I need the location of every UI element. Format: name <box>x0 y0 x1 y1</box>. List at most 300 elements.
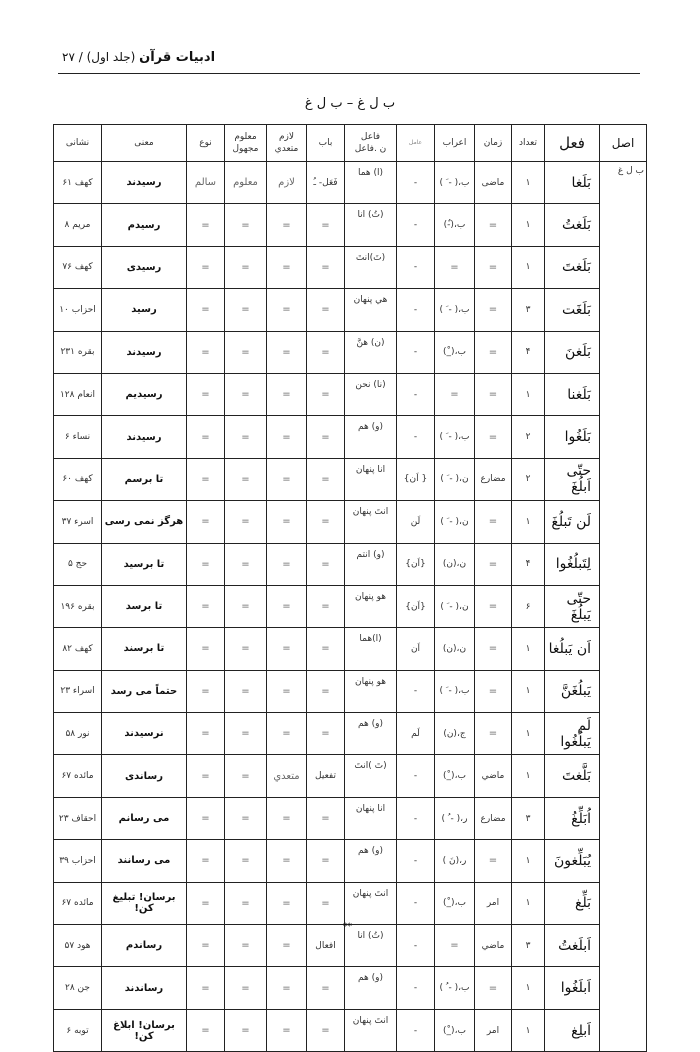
table-row <box>54 458 647 500</box>
verb-cell: بَلَغُوا <box>545 416 600 458</box>
table-row <box>54 331 647 373</box>
reference-cell: انعام ۱۲۸ <box>54 373 102 415</box>
transitivity-cell: = <box>267 289 307 331</box>
governor-cell: - <box>397 840 435 882</box>
table-row <box>54 373 647 415</box>
conjugation-table <box>53 124 647 1052</box>
subject-cell: (تَ )انتَ <box>345 755 397 797</box>
voice-cell: = <box>225 628 267 670</box>
col-asl: اصل <box>600 125 647 162</box>
inflection-cell: ب،(_ْ) <box>435 1009 475 1051</box>
meaning-cell: برسان! ابلاغ کن! <box>102 1009 187 1051</box>
subject-cell: (و) هم <box>345 840 397 882</box>
page-number: / ۲۷ <box>62 50 83 64</box>
table-row <box>54 204 647 246</box>
reference-cell: مریم ۸ <box>54 204 102 246</box>
inflection-cell: ب،(-ٌ) <box>435 204 475 246</box>
reference-cell: احقاف ۲۳ <box>54 797 102 839</box>
majhool-label: مجهول <box>232 144 259 154</box>
maloom-label: معلوم <box>234 132 257 142</box>
meaning-cell: رساندی <box>102 755 187 797</box>
pattern-cell: = <box>307 1009 345 1051</box>
type-cell: = <box>187 840 225 882</box>
transitivity-cell: = <box>267 246 307 288</box>
meaning-cell: تا برسد <box>102 585 187 627</box>
subject-cell: (و) هم <box>345 967 397 1009</box>
voice-cell: = <box>225 755 267 797</box>
governor-cell: - <box>397 416 435 458</box>
pattern-cell: = <box>307 543 345 585</box>
reference-cell: توبه ۶ <box>54 1009 102 1051</box>
voice-cell: = <box>225 882 267 924</box>
table-row <box>54 670 647 712</box>
table-row <box>54 501 647 543</box>
governor-cell: - <box>397 331 435 373</box>
running-head <box>62 50 215 65</box>
col-maloom <box>225 125 267 162</box>
pattern-cell: = <box>307 670 345 712</box>
voice-cell: = <box>225 585 267 627</box>
verb-cell: حتّی اَبلُغَ <box>545 458 600 500</box>
meaning-cell: رسیدند <box>102 416 187 458</box>
meaning-cell: می رسانند <box>102 840 187 882</box>
voice-cell: = <box>225 670 267 712</box>
table-body <box>54 162 647 1052</box>
tense-cell: امر <box>475 882 512 924</box>
pattern-cell: = <box>307 331 345 373</box>
col-fel: فعل <box>545 125 600 162</box>
type-cell: = <box>187 246 225 288</box>
subject-cell: انتَ پنهان <box>345 501 397 543</box>
voice-cell: = <box>225 925 267 967</box>
verb-cell: بَلَّغتَ <box>545 755 600 797</box>
verb-cell: بَلَغنا <box>545 373 600 415</box>
meaning-cell: رسیدی <box>102 246 187 288</box>
count-cell: ١ <box>512 1009 545 1051</box>
governor-cell: { اَن} <box>397 458 435 500</box>
meaning-cell: رسیدند <box>102 162 187 204</box>
reference-cell: کهف ۸۲ <box>54 628 102 670</box>
subject-cell: هي پنهان <box>345 289 397 331</box>
reference-cell: حج ۵ <box>54 543 102 585</box>
tense-cell: ماضي <box>475 925 512 967</box>
meaning-cell: رسیدم <box>102 204 187 246</box>
fael-label: فاعل <box>360 132 381 142</box>
pattern-cell: افعال <box>307 925 345 967</box>
tense-cell: = <box>475 713 512 755</box>
type-cell: = <box>187 373 225 415</box>
governor-cell: - <box>397 925 435 967</box>
pattern-cell: = <box>307 416 345 458</box>
voice-cell: = <box>225 373 267 415</box>
page-title: ب ل غ – ب ل غ <box>304 96 396 111</box>
governor-cell: - <box>397 289 435 331</box>
verb-cell: لِتَبلُغُوا <box>545 543 600 585</box>
inflection-cell: ن،( - َ ) <box>435 585 475 627</box>
count-cell: ۶ <box>512 585 545 627</box>
meaning-cell: هرگز نمی رسی <box>102 501 187 543</box>
meaning-cell: نرسیدند <box>102 713 187 755</box>
governor-cell: - <box>397 204 435 246</box>
table-row <box>54 289 647 331</box>
inflection-cell: = <box>435 246 475 288</box>
governor-cell: - <box>397 1009 435 1051</box>
naeb-fael-label: ن .فاعل <box>354 144 387 154</box>
table-row <box>54 246 647 288</box>
transitivity-cell: = <box>267 501 307 543</box>
tense-cell: مضارع <box>475 797 512 839</box>
inflection-cell: ن،(ن) <box>435 628 475 670</box>
count-cell: ١ <box>512 373 545 415</box>
inflection-cell: ب،(_ْ) <box>435 331 475 373</box>
transitivity-cell: متعدي <box>267 755 307 797</box>
table-row <box>54 967 647 1009</box>
tense-cell: = <box>475 840 512 882</box>
subject-cell: (تُ) انا <box>345 925 397 967</box>
pattern-cell: = <box>307 246 345 288</box>
count-cell: ١ <box>512 501 545 543</box>
voice-cell: = <box>225 416 267 458</box>
table-row <box>54 162 647 204</box>
motaadi-label: متعدي <box>274 144 299 154</box>
voice-cell: = <box>225 246 267 288</box>
inflection-cell: ب،( - َ ) <box>435 416 475 458</box>
type-cell: = <box>187 1009 225 1051</box>
col-zaman: زمان <box>475 125 512 162</box>
subject-cell: هو پنهان <box>345 585 397 627</box>
type-cell: = <box>187 797 225 839</box>
tense-cell: = <box>475 967 512 1009</box>
voice-cell: = <box>225 1009 267 1051</box>
reference-cell: نور ۵۸ <box>54 713 102 755</box>
type-cell: = <box>187 882 225 924</box>
inflection-cell: ن،(ن) <box>435 543 475 585</box>
subject-cell: (ن) هنَّ <box>345 331 397 373</box>
governor-cell: - <box>397 162 435 204</box>
meaning-cell: رساندم <box>102 925 187 967</box>
verb-cell: اَبلَغُوا <box>545 967 600 1009</box>
transitivity-cell: = <box>267 840 307 882</box>
type-cell: = <box>187 501 225 543</box>
transitivity-cell: = <box>267 670 307 712</box>
tense-cell: ماضی <box>475 162 512 204</box>
subject-cell: (ا)هما <box>345 628 397 670</box>
count-cell: ١ <box>512 882 545 924</box>
root-cell: ب ل غ <box>600 162 647 1052</box>
count-cell: ١ <box>512 755 545 797</box>
governor-cell: لَم <box>397 713 435 755</box>
inflection-cell: ر،( - ُ ) <box>435 797 475 839</box>
count-cell: ١ <box>512 204 545 246</box>
inflection-cell: ب،( - ُ ) <box>435 967 475 1009</box>
governor-cell: اَن <box>397 628 435 670</box>
reference-cell: هود ۵۷ <box>54 925 102 967</box>
table-row <box>54 713 647 755</box>
voice-cell: = <box>225 840 267 882</box>
voice-cell: = <box>225 458 267 500</box>
transitivity-cell: = <box>267 628 307 670</box>
voice-cell: = <box>225 289 267 331</box>
verb-cell: اُبَلِّغُ <box>545 797 600 839</box>
pattern-cell: = <box>307 797 345 839</box>
count-cell: ١ <box>512 713 545 755</box>
header-rule <box>58 73 640 74</box>
tense-cell: = <box>475 204 512 246</box>
voice-cell: معلوم <box>225 162 267 204</box>
type-cell: = <box>187 670 225 712</box>
reference-cell: احزاب ۳۹ <box>54 840 102 882</box>
reference-cell: کهف ۷۶ <box>54 246 102 288</box>
inflection-cell: ب،( - َ ) <box>435 670 475 712</box>
tense-cell: = <box>475 670 512 712</box>
col-neshani: نشانی <box>54 125 102 162</box>
governor-cell: - <box>397 797 435 839</box>
subject-cell: هو پنهان <box>345 670 397 712</box>
voice-cell: = <box>225 543 267 585</box>
inflection-cell: ب،( - َ ) <box>435 162 475 204</box>
col-noe: نوع <box>187 125 225 162</box>
type-cell: = <box>187 713 225 755</box>
volume-label: (جلد اول) <box>86 50 136 64</box>
count-cell: ١ <box>512 967 545 1009</box>
reference-cell: اسرء ۳۷ <box>54 501 102 543</box>
transitivity-cell: = <box>267 585 307 627</box>
meaning-cell: تا برسم <box>102 458 187 500</box>
col-erab: اعراب <box>435 125 475 162</box>
col-lazem <box>267 125 307 162</box>
verb-cell: بَلَغَت <box>545 289 600 331</box>
subject-cell: (تُ) انا <box>345 204 397 246</box>
type-cell: = <box>187 458 225 500</box>
type-cell: = <box>187 585 225 627</box>
col-fael <box>345 125 397 162</box>
inflection-cell: ب،(_ْ) <box>435 882 475 924</box>
col-bab: باب <box>307 125 345 162</box>
reference-cell: مائده ۶۷ <box>54 755 102 797</box>
pattern-cell: تفعيل <box>307 755 345 797</box>
meaning-cell: رساندند <box>102 967 187 1009</box>
table-row <box>54 543 647 585</box>
transitivity-cell: = <box>267 967 307 1009</box>
reference-cell: بقره ۲۳۱ <box>54 331 102 373</box>
governor-cell: - <box>397 373 435 415</box>
tense-cell: = <box>475 628 512 670</box>
type-cell: = <box>187 967 225 1009</box>
verb-cell: بَلَغا <box>545 162 600 204</box>
verb-cell: اَبلِغ <box>545 1009 600 1051</box>
pattern-cell: = <box>307 967 345 1009</box>
verb-cell: اَن يَبلُغا <box>545 628 600 670</box>
meaning-cell: می رسانم <box>102 797 187 839</box>
voice-cell: = <box>225 713 267 755</box>
table-header-row <box>54 125 647 162</box>
tense-cell: = <box>475 501 512 543</box>
count-cell: ٢ <box>512 416 545 458</box>
subject-cell: انا پنهان <box>345 458 397 500</box>
voice-cell: = <box>225 797 267 839</box>
governor-cell: - <box>397 246 435 288</box>
pattern-cell: فَعَل- ـُ <box>307 162 345 204</box>
tense-cell: = <box>475 543 512 585</box>
count-cell: ١ <box>512 840 545 882</box>
governor-cell: - <box>397 967 435 1009</box>
governor-cell: - <box>397 882 435 924</box>
table-row <box>54 585 647 627</box>
count-cell: ۴ <box>512 543 545 585</box>
pattern-cell: = <box>307 289 345 331</box>
subject-cell: انا پنهان <box>345 797 397 839</box>
governor-cell: {اَن} <box>397 543 435 585</box>
verb-cell: بَلَغتُ <box>545 204 600 246</box>
table-row <box>54 755 647 797</box>
governor-cell: لَن <box>397 501 435 543</box>
type-cell: = <box>187 628 225 670</box>
meaning-cell: حتماً می رسد <box>102 670 187 712</box>
subject-cell: (تَ)انتَ <box>345 246 397 288</box>
inflection-cell: = <box>435 373 475 415</box>
book-title: ادبیات قرآن <box>139 50 216 65</box>
tense-cell: = <box>475 585 512 627</box>
transitivity-cell: لازم <box>267 162 307 204</box>
type-cell: سالم <box>187 162 225 204</box>
inflection-cell: ب،(_ْ) <box>435 755 475 797</box>
verb-cell: بَلَغتَ <box>545 246 600 288</box>
subject-cell: (و) هم <box>345 713 397 755</box>
pattern-cell: = <box>307 713 345 755</box>
subject-cell: (و) انتم <box>345 543 397 585</box>
tense-cell: = <box>475 373 512 415</box>
voice-cell: = <box>225 204 267 246</box>
inflection-cell: = <box>435 925 475 967</box>
count-cell: ٣ <box>512 797 545 839</box>
footer-mark: ** <box>343 922 352 932</box>
count-cell: ٣ <box>512 925 545 967</box>
inflection-cell: ر،(نَ ) <box>435 840 475 882</box>
pattern-cell: = <box>307 585 345 627</box>
transitivity-cell: = <box>267 925 307 967</box>
table-row <box>54 882 647 924</box>
tense-cell: = <box>475 246 512 288</box>
meaning-cell: برسان! تبلیغ کن! <box>102 882 187 924</box>
transitivity-cell: = <box>267 797 307 839</box>
inflection-cell: ب،( - َ ) <box>435 289 475 331</box>
verb-cell: بَلَغنَ <box>545 331 600 373</box>
governor-cell: {اَن} <box>397 585 435 627</box>
transitivity-cell: = <box>267 204 307 246</box>
pattern-cell: = <box>307 458 345 500</box>
inflection-cell: ن،( - َ ) <box>435 501 475 543</box>
verb-cell: لَن تَبلُغَ <box>545 501 600 543</box>
verb-cell: يُبَلِّغونَ <box>545 840 600 882</box>
pattern-cell: = <box>307 501 345 543</box>
meaning-cell: تا برسند <box>102 628 187 670</box>
count-cell: ١ <box>512 246 545 288</box>
reference-cell: احزاب ۱۰ <box>54 289 102 331</box>
voice-cell: = <box>225 501 267 543</box>
transitivity-cell: = <box>267 458 307 500</box>
tense-cell: ماضي <box>475 755 512 797</box>
lazem-label: لازم <box>278 132 295 142</box>
type-cell: = <box>187 331 225 373</box>
subject-cell: انتَ پنهان <box>345 1009 397 1051</box>
count-cell: ٣ <box>512 289 545 331</box>
tense-cell: امر <box>475 1009 512 1051</box>
pattern-cell: = <box>307 373 345 415</box>
reference-cell: کهف ۶۱ <box>54 162 102 204</box>
voice-cell: = <box>225 967 267 1009</box>
type-cell: = <box>187 289 225 331</box>
type-cell: = <box>187 543 225 585</box>
verb-cell: بَلِّغ <box>545 882 600 924</box>
verb-cell: اَبلَغتُ <box>545 925 600 967</box>
meaning-cell: رسیدیم <box>102 373 187 415</box>
table-row <box>54 1009 647 1051</box>
tense-cell: = <box>475 331 512 373</box>
transitivity-cell: = <box>267 543 307 585</box>
reference-cell: کهف ۶۰ <box>54 458 102 500</box>
type-cell: = <box>187 755 225 797</box>
inflection-cell: ج،(ن) <box>435 713 475 755</box>
type-cell: = <box>187 204 225 246</box>
transitivity-cell: = <box>267 416 307 458</box>
meaning-cell: رسیدند <box>102 331 187 373</box>
meaning-cell: رسید <box>102 289 187 331</box>
transitivity-cell: = <box>267 373 307 415</box>
reference-cell: جن ۲۸ <box>54 967 102 1009</box>
subject-cell: (و) هم <box>345 416 397 458</box>
tense-cell: = <box>475 416 512 458</box>
verb-cell: لَم يَبلُغُوا <box>545 713 600 755</box>
reference-cell: اسراء ۲۳ <box>54 670 102 712</box>
count-cell: ١ <box>512 670 545 712</box>
reference-cell: مائده ۶۷ <box>54 882 102 924</box>
count-cell: ١ <box>512 162 545 204</box>
table-row <box>54 628 647 670</box>
governor-cell: - <box>397 670 435 712</box>
transitivity-cell: = <box>267 882 307 924</box>
count-cell: ۴ <box>512 331 545 373</box>
col-count: تعداد <box>512 125 545 162</box>
reference-cell: نساء ۶ <box>54 416 102 458</box>
subject-cell: (ا) هما <box>345 162 397 204</box>
transitivity-cell: = <box>267 713 307 755</box>
transitivity-cell: = <box>267 331 307 373</box>
pattern-cell: = <box>307 840 345 882</box>
type-cell: = <box>187 416 225 458</box>
meaning-cell: تا برسید <box>102 543 187 585</box>
col-mani: معنی <box>102 125 187 162</box>
inflection-cell: ن،( - َ ) <box>435 458 475 500</box>
verb-cell: يَبلُغَنَّ <box>545 670 600 712</box>
pattern-cell: = <box>307 204 345 246</box>
subject-cell: (نا) نحن <box>345 373 397 415</box>
table-row <box>54 416 647 458</box>
count-cell: ١ <box>512 628 545 670</box>
tense-cell: = <box>475 289 512 331</box>
transitivity-cell: = <box>267 1009 307 1051</box>
reference-cell: بقره ۱۹۶ <box>54 585 102 627</box>
table-row <box>54 797 647 839</box>
pattern-cell: = <box>307 628 345 670</box>
subject-cell: انتَ پنهان <box>345 882 397 924</box>
count-cell: ٢ <box>512 458 545 500</box>
pattern-cell: = <box>307 882 345 924</box>
voice-cell: = <box>225 331 267 373</box>
type-cell: = <box>187 925 225 967</box>
tense-cell: مضارع <box>475 458 512 500</box>
verb-cell: حتّی يَبلُغَ <box>545 585 600 627</box>
col-amel: عامل <box>397 125 435 162</box>
